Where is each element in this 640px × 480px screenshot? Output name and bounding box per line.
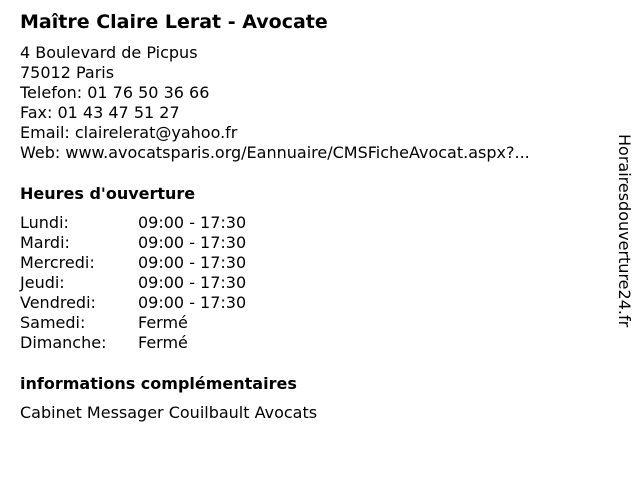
day-label: Jeudi: (20, 273, 65, 292)
hours-row-samedi (20, 313, 246, 333)
website-link[interactable]: Web: www.avocatsparis.org/Eannuaire/CMSFicheAvocat.aspx?... (20, 143, 530, 162)
opening-hours-table (20, 213, 246, 353)
hours-row-mardi (20, 233, 246, 253)
day-hours: 09:00 - 17:30 (138, 253, 247, 272)
day-label: Dimanche: (20, 333, 107, 352)
day-label: Mardi: (20, 233, 70, 252)
address-city: 75012 Paris (20, 63, 115, 82)
hours-row-jeudi (20, 273, 246, 293)
day-hours: 09:00 - 17:30 (138, 293, 247, 312)
hours-row-vendredi (20, 293, 246, 313)
day-label: Vendredi: (20, 293, 96, 312)
day-label: Lundi: (20, 213, 69, 232)
day-hours: 09:00 - 17:30 (138, 213, 247, 232)
day-hours: Fermé (138, 333, 188, 352)
page-title: Maître Claire Lerat - Avocate (20, 11, 328, 33)
day-label: Samedi: (20, 313, 86, 332)
fax-number: Fax: 01 43 47 51 27 (20, 103, 180, 122)
email-address: Email: clairelerat@yahoo.fr (20, 123, 238, 142)
site-brand-label: Horairesdouverture24.fr (615, 134, 634, 328)
phone-number: Telefon: 01 76 50 36 66 (20, 83, 210, 102)
hours-row-mercredi (20, 253, 246, 273)
day-hours: Fermé (138, 313, 188, 332)
address-street: 4 Boulevard de Picpus (20, 43, 198, 62)
day-hours: 09:00 - 17:30 (138, 233, 247, 252)
contact-block (20, 43, 530, 163)
day-label: Mercredi: (20, 253, 95, 272)
additional-info-heading: informations complémentaires (20, 374, 297, 393)
additional-info-text: Cabinet Messager Couilbault Avocats (20, 403, 318, 422)
hours-row-lundi (20, 213, 246, 233)
hours-row-dimanche (20, 333, 246, 353)
opening-hours-heading: Heures d'ouverture (20, 184, 196, 203)
day-hours: 09:00 - 17:30 (138, 273, 247, 292)
